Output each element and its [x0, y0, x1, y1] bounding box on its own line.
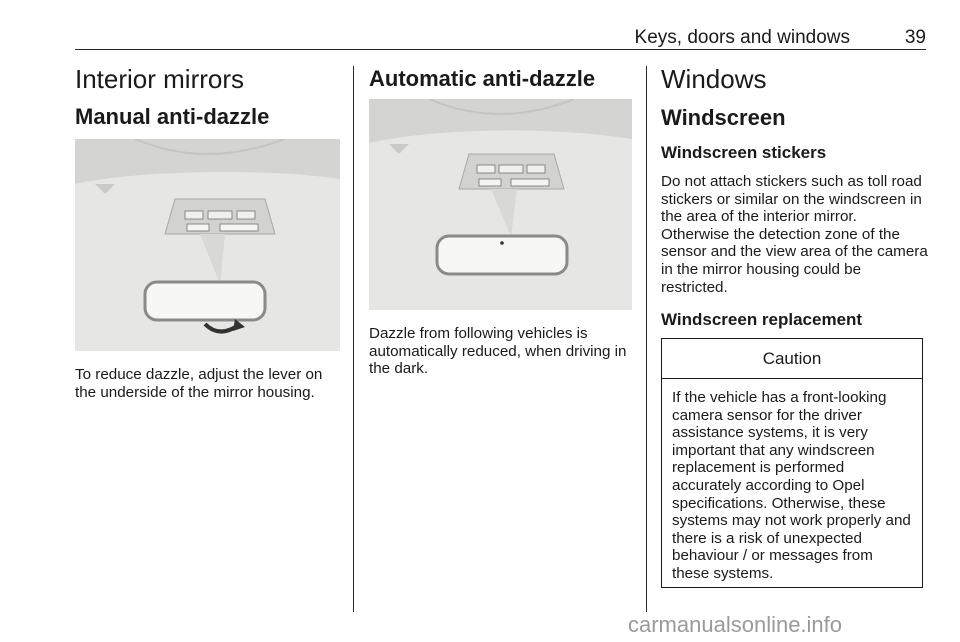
caution-title: Caution	[662, 339, 922, 379]
column-divider	[353, 66, 354, 612]
caution-box	[661, 338, 923, 588]
watermark: carmanualsonline.info	[628, 612, 843, 637]
subsection-heading-windscreen: Windscreen	[661, 105, 786, 130]
running-header: Keys, doors and windows	[634, 27, 850, 48]
windscreen-stickers-text: Do not attach stickers such as toll road stickers or similar on the windscreen in the area of the interior mirror. Otherwise the detection zone of the sensor and the view area of the camera in the mirror housing could be restricted.	[661, 173, 928, 296]
heading-windscreen-replacement: Windscreen replacement	[661, 310, 863, 329]
page-number: 39	[904, 27, 926, 48]
subsection-heading-automatic-anti-dazzle: Automatic anti-dazzle	[369, 66, 596, 91]
section-heading-interior-mirrors: Interior mirrors	[75, 64, 245, 94]
caution-text: If the vehicle has a front-looking camera sensor for the driver assistance systems, it is very important that any windscreen replacement is performed accurately according to Opel specifications. Otherwise, these systems may not work properly and there is a risk of unexpected behaviour / or messages from these systems.	[672, 389, 911, 582]
automatic-mirror-illustration	[369, 99, 632, 310]
subsection-heading-manual-anti-dazzle: Manual anti-dazzle	[75, 104, 270, 129]
heading-windscreen-stickers: Windscreen stickers	[661, 143, 827, 162]
manual-mirror-illustration	[75, 139, 340, 351]
column-divider	[646, 66, 647, 612]
manual-anti-dazzle-text: To reduce dazzle, adjust the lever on the underside of the mirror housing.	[75, 366, 323, 401]
section-heading-windows: Windows	[661, 64, 767, 94]
automatic-anti-dazzle-text: Dazzle from following vehicles is automatically reduced, when driving in the dark.	[369, 325, 627, 378]
header-divider	[75, 49, 926, 50]
